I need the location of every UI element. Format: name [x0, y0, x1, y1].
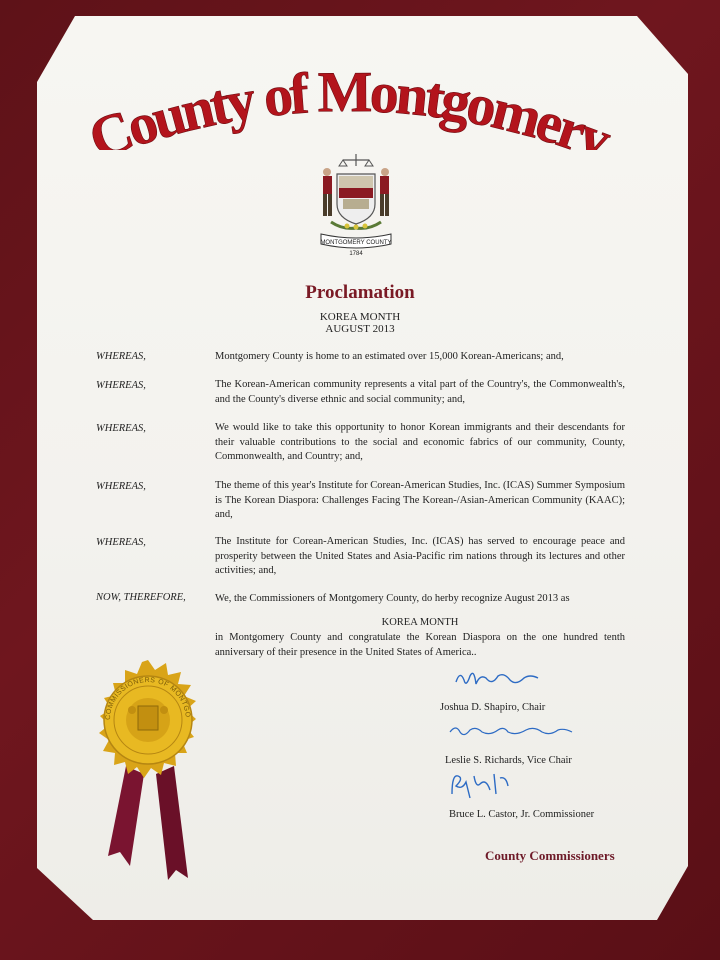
signature-shapiro [452, 666, 542, 697]
resolution-text: We, the Commissioners of Montgomery County, do herby recognize August 2013 as [215, 593, 570, 604]
resolution-closing: in Montgomery County and congratulate the Korean Diaspora on the one hundred tenth anniversary of their presence in the United States of America.. [215, 632, 625, 658]
clause-text: The theme of this year's Institute for Corean-American Studies, Inc. (ICAS) Summer Symposium is The Korean Diaspora: Challenges Facing The Korean-/Asian-American Community (KAAC); and, [215, 480, 625, 520]
gold-seal [86, 656, 210, 896]
subtitle-korea-month: KOREA MONTH [319, 311, 401, 323]
proclamation-heading: Proclamation [305, 282, 415, 303]
subtitle-date: AUGUST 2013 [325, 323, 395, 335]
crest-year: 1784 [349, 251, 363, 257]
clause-text: The Institute for Corean-American Studies, Inc. (ICAS) has served to encourage peace and prosperity between the United States and Asia-Pacific rim nations through its lectures and other activities; and, [215, 536, 625, 576]
clause-label: WHEREAS, [96, 537, 146, 548]
seal-text: COMMISSIONERS OF MONTGO [104, 676, 192, 721]
clause-label: WHEREAS, [96, 423, 146, 434]
signature-richards [446, 720, 576, 745]
clause-label: WHEREAS, [96, 351, 146, 362]
clause-text: The Korean-American community represents a vital part of the Country's, the Commonwealth's, and the County's diverse ethnic and social community; and, [215, 379, 625, 405]
county-crest [313, 152, 399, 258]
document-title [0, 40, 720, 150]
crest-banner-text: MONTGOMERY COUNTY [320, 240, 392, 246]
svg-text:County of Montgomery [80, 59, 620, 150]
clause-label: WHEREAS, [96, 481, 146, 492]
county-commissioners-label: County Commissioners [485, 848, 615, 863]
signature-castor [446, 768, 516, 807]
clause-text: We would like to take this opportunity to honor Korean immigrants and their descendants for their valuable contributions to the social and economic fabrics of our community, County, Commonwealth, and Country; and, [215, 422, 625, 462]
resolution-label: NOW, THEREFORE, [96, 592, 186, 603]
signer-name: Joshua D. Shapiro, Chair [440, 702, 546, 713]
clause-label: WHEREAS, [96, 380, 146, 391]
title-text: County of Montgomery [80, 59, 620, 150]
clause-text: Montgomery County is home to an estimated over 15,000 Korean-Americans; and, [215, 351, 564, 362]
signer-name: Leslie S. Richards, Vice Chair [445, 755, 572, 766]
signer-name: Bruce L. Castor, Jr. Commissioner [449, 809, 595, 820]
resolution-center: KOREA MONTH [381, 617, 459, 628]
